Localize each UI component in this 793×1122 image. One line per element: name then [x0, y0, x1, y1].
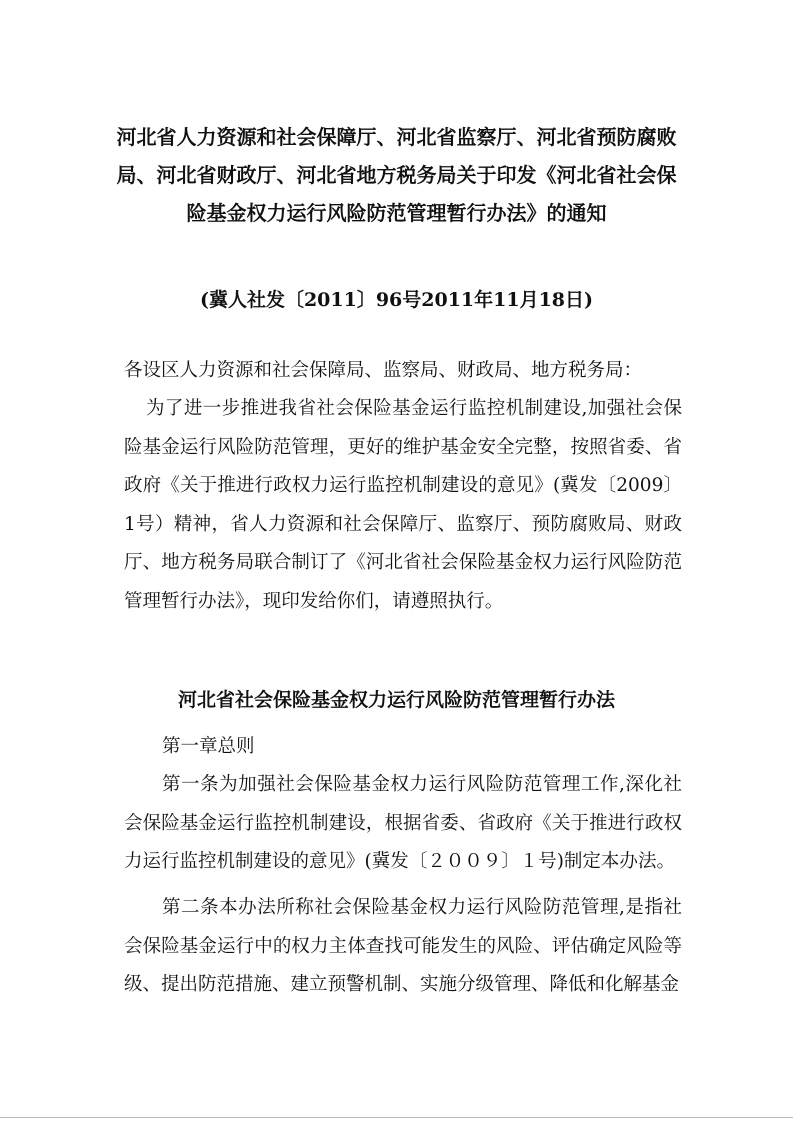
page-bottom-divider [0, 1117, 793, 1118]
measures-title: 河北省社会保险基金权力运行风险防范管理暂行办法 [177, 689, 615, 711]
document-number: (冀人社发〔2011〕96号2011年11月18日) [199, 289, 594, 311]
chapter-heading: 第一章总则 [162, 736, 255, 757]
salutation: 各设区人力资源和社会保障局、监察局、财政局、地方税务局： [124, 360, 643, 381]
article-1-paragraph: 第一条为加强社会保险基金权力运行风险防范管理工作,深化社会保险基金运行监控机制建设，根据省委、省政府《关于推进行政权力运行监控机制建设的意见》(冀发〔２００９〕１号)制定本办法。 [124, 774, 682, 872]
document-title: 河北省人力资源和社会保障厅、河北省监察厅、河北省预防腐败局、河北省财政厅、河北省地方税务局关于印发《河北省社会保险基金权力运行风险防范管理暂行办法》的通知 [116, 125, 677, 225]
article-2-paragraph: 第二条本办法所称社会保险基金权力运行风险防范管理,是指社会保险基金运行中的权力主体查找可能发生的风险、评估确定风险等级、提出防范措施、建立预警机制、实施分级管理、降低和化解基金 [124, 897, 682, 995]
intro-paragraph: 为了进一步推进我省社会保险基金运行监控机制建设,加强社会保险基金运行风险防范管理，更好的维护基金安全完整，按照省委、省政府《关于推进行政权力运行监控机制建设的意见》(冀发〔2009〕1号）精神，省人力资源和社会保障厅、监察厅、预防腐败局、财政厅、地方税务局联合制订了《河北省社会保险基金权力运行风险防范管理暂行办法》，现印发给你们，请遵照执行。 [124, 398, 682, 612]
